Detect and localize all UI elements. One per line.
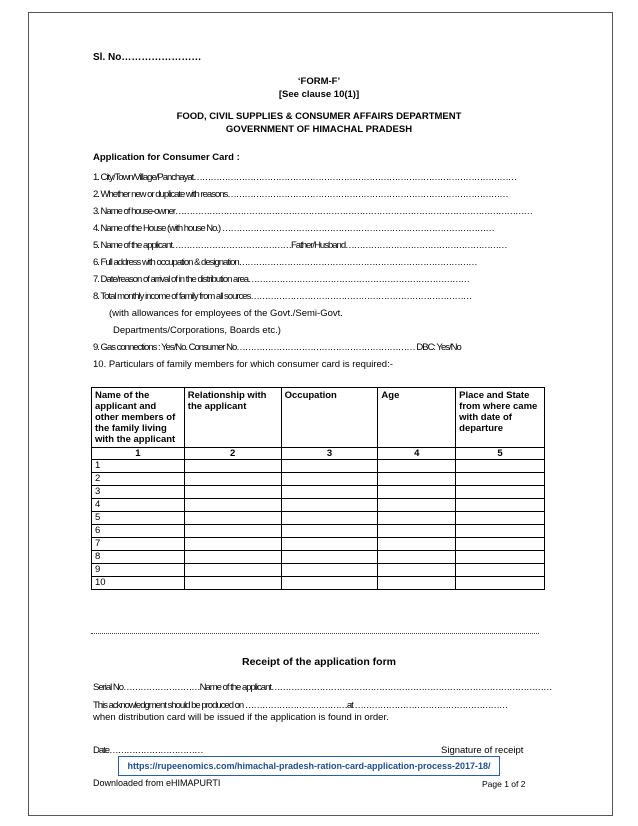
table-cell [456,512,545,525]
table-row [92,551,545,564]
field-arrival: 7. Date/reason of arrival of in the distribution area…………………………………………………………………… [93,274,470,285]
table-cell [184,564,281,577]
table-cell [184,525,281,538]
header-name: Name of the applicant and other members of the family living with the applicant [92,388,185,448]
table-header-row [92,388,545,448]
field-city: 1. City/Town/Village/Panchayat…………………………………………………………………………………………………… [93,172,517,183]
family-members-table [91,387,545,590]
page-number: Page 1 of 2 [482,779,526,789]
table-cell [456,486,545,499]
field-income-note-1: (with allowances for employees of the Govt./Semi-Govt. [109,308,343,319]
field-applicant-name: 5. Name of the applicant……………………………………Father/Husband………………………………………………… [93,240,507,251]
row-number: 1 [92,460,185,473]
form-title: ‘FORM-F’ [297,76,341,87]
column-number: 2 [184,448,281,460]
table-cell [184,486,281,499]
table-cell [378,460,456,473]
table-row [92,460,545,473]
table-cell [281,512,378,525]
serial-number: Sl. No…………………… [93,52,202,63]
field-address: 6. Full address with occupation & designation………………………………………………………………………… [93,257,477,268]
field-house-owner: 3. Name of house-owner……………………………………………………………………………………………………………… [93,206,533,217]
table-cell [184,499,281,512]
table-cell [456,551,545,564]
receipt-date: Date…………………………… [93,745,203,756]
table-cell [378,512,456,525]
row-number: 5 [92,512,185,525]
table-cell [378,551,456,564]
government-name: GOVERNMENT OF HIMACHAL PRADESH [225,124,413,135]
receipt-ack-line-1: This acknowledgment should be produced on ………………………………at ……………………………………………… [93,700,508,711]
column-number: 3 [281,448,378,460]
downloaded-from: Downloaded from eHIMAPURTI [93,778,221,788]
table-cell [184,551,281,564]
row-number: 2 [92,473,185,486]
field-income-note-2: Departments/Corporations, Boards etc.) [113,325,281,336]
table-cell [184,538,281,551]
row-number: 8 [92,551,185,564]
table-row [92,499,545,512]
row-number: 4 [92,499,185,512]
table-row [92,473,545,486]
table-cell [456,525,545,538]
row-number: 3 [92,486,185,499]
table-cell [184,473,281,486]
column-number: 5 [456,448,545,460]
application-title: Application for Consumer Card : [93,152,240,163]
source-url-link[interactable]: https://rupeenomics.com/himachal-pradesh-ration-card-application-process-2017-18/ [118,756,500,776]
header-relationship: Relationship with the applicant [184,388,281,448]
table-cell [378,564,456,577]
table-cell [281,499,378,512]
table-cell [456,460,545,473]
table-cell [378,525,456,538]
row-number: 9 [92,564,185,577]
table-cell [378,499,456,512]
table-row [92,512,545,525]
receipt-signature: Signature of receipt [441,745,524,756]
table-cell [281,486,378,499]
table-cell [378,486,456,499]
table-row [92,564,545,577]
column-number: 4 [378,448,456,460]
table-cell [281,460,378,473]
table-cell [281,551,378,564]
header-place-state: Place and State from where came with date of departure [456,388,545,448]
table-cell [456,538,545,551]
header-occupation: Occupation [281,388,378,448]
field-income: 8. Total monthly income of family from all sources…………………………………………………………………… [93,291,472,302]
form-clause: [See clause 10(1)] [278,89,360,100]
table-cell [456,564,545,577]
header-age: Age [378,388,456,448]
row-number: 6 [92,525,185,538]
column-number-row [92,448,545,460]
table-row [92,486,545,499]
department-name: FOOD, CIVIL SUPPLIES & CONSUMER AFFAIRS DEPARTMENT [176,111,462,122]
table-cell [378,577,456,590]
table-cell [281,538,378,551]
table-cell [456,473,545,486]
receipt-serial-line: Serial No………………………Name of the applicant……………………………………………………………………………………… [93,682,552,693]
table-cell [184,460,281,473]
table-row [92,577,545,590]
table-cell [281,473,378,486]
receipt-title: Receipt of the application form [241,656,396,668]
table-cell [281,525,378,538]
table-cell [281,564,378,577]
dotted-separator [91,633,539,634]
table-cell [378,473,456,486]
field-gas-connection: 9. Gas connections : Yes/No. Consumer No……………………………………………………… DBC: Yes/No [93,342,461,353]
field-new-duplicate: 2. Whether new or duplicate with reasons……………………………………………………………………………………… [93,189,508,200]
table-cell [281,577,378,590]
column-number: 1 [92,448,185,460]
table-cell [456,577,545,590]
table-cell [378,538,456,551]
table-cell [184,512,281,525]
table-row [92,538,545,551]
field-family-particulars: 10. Particulars of family members for which consumer card is required:- [93,359,393,370]
row-number: 10 [92,577,185,590]
row-number: 7 [92,538,185,551]
table-row [92,525,545,538]
field-house-name: 4. Name of the House (with house No.) …………………………………………………………………………………… [93,223,494,234]
table-cell [456,499,545,512]
receipt-ack-line-2: when distribution card will be issued if the application is found in order. [93,712,389,723]
table-cell [184,577,281,590]
